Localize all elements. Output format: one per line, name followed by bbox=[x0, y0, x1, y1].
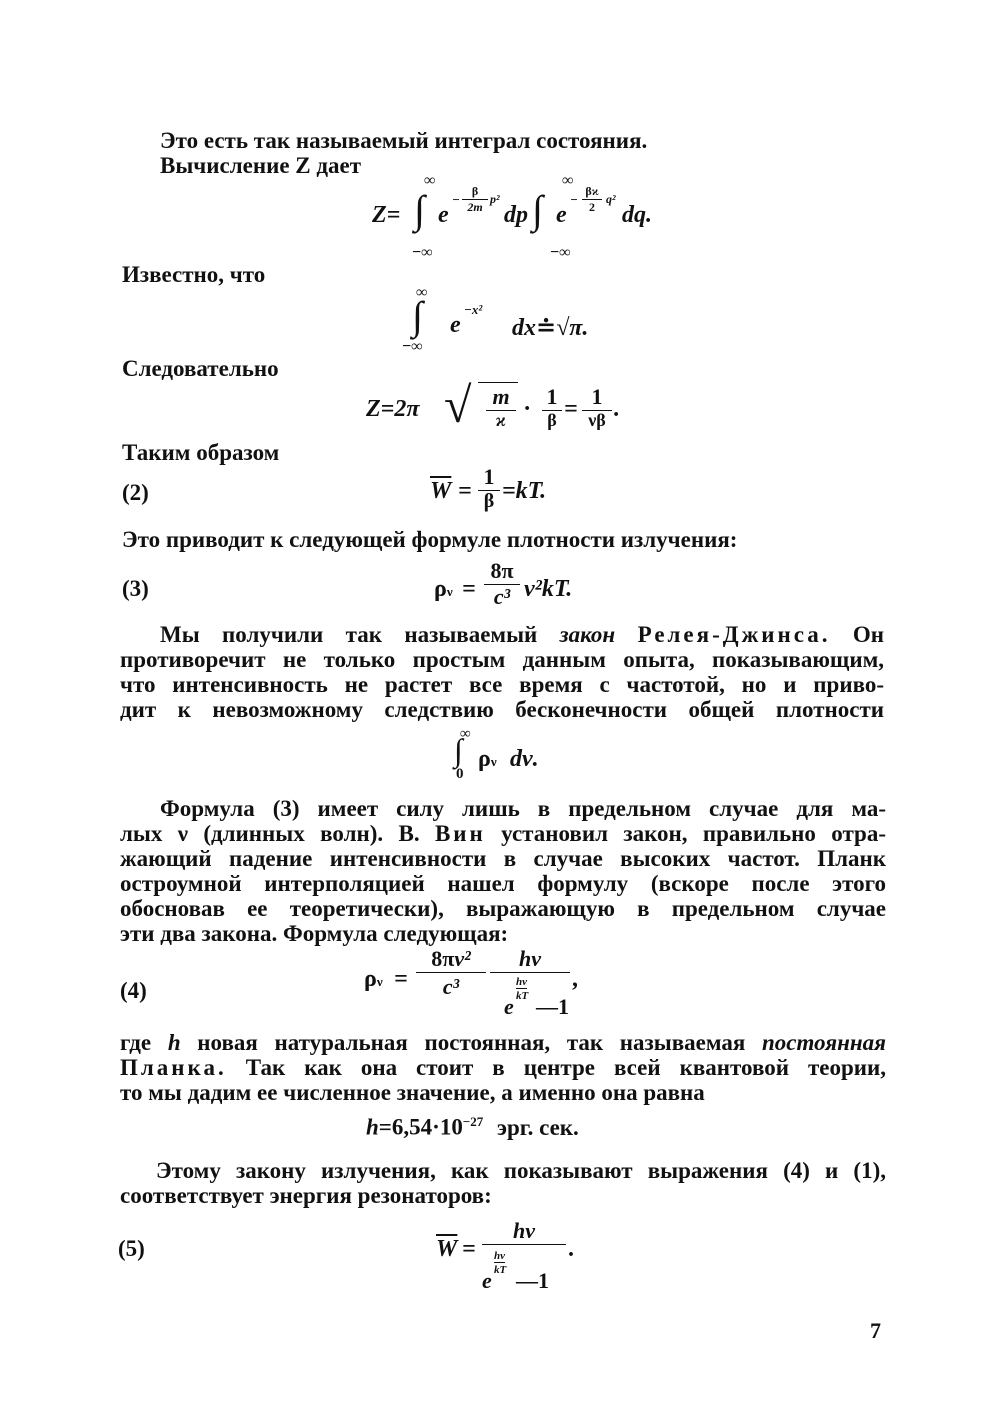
planck-value-unit: эрг. сек. bbox=[497, 1114, 579, 1140]
therefore-text: Следовательно bbox=[122, 356, 279, 381]
known-that-text: Известно, что bbox=[122, 262, 266, 287]
rj-line-2: противоречит не только простым данным опыта, показывающим, bbox=[120, 647, 884, 672]
planck-line-1-c: новая натуральная постоянная, так называемая bbox=[197, 1030, 746, 1055]
planck-constant-value bbox=[366, 1114, 579, 1141]
wien-line-5: обосновав ее теоретически), выражающую в предельном случае bbox=[120, 896, 886, 921]
planck-line-1-d: постоянная bbox=[761, 1030, 887, 1055]
rj-line-1-b: закон bbox=[559, 622, 616, 647]
paragraph-energy bbox=[120, 1158, 886, 1208]
wien-line-4: остроумной интерполяцией нашел формулу (вскоре после этого bbox=[120, 871, 886, 896]
paragraph-wien bbox=[120, 796, 886, 946]
wien-line-1: Формула (3) имеет силу лишь в предельном случае для ма- bbox=[160, 796, 886, 821]
wien-line-6: эти два закона. Формула следующая: bbox=[120, 921, 509, 946]
planck-line-1 bbox=[120, 1030, 886, 1055]
planck-line-3: то мы дадим ее численное значение, а именно она равна bbox=[120, 1080, 705, 1105]
rj-line-1 bbox=[120, 622, 884, 647]
wien-line-2-b: Вин bbox=[434, 821, 486, 846]
wien-line-2-c: установил закон, правильно отра- bbox=[501, 821, 887, 846]
paragraph-planck-constant bbox=[120, 1030, 886, 1105]
planck-line-2-b: Так как она стоит в центре всей квантовой теории, bbox=[245, 1055, 886, 1080]
equation-label-5: (5) bbox=[118, 1236, 145, 1261]
equation-label-3: (3) bbox=[122, 576, 149, 601]
rj-line-3: что интенсивность не растет все время с частотой, но и приво- bbox=[120, 672, 884, 697]
planck-value-h: h bbox=[366, 1114, 379, 1140]
planck-line-1-b: h bbox=[167, 1030, 181, 1055]
planck-line-2 bbox=[120, 1055, 886, 1080]
energy-line-2: соответствует энергия резонаторов: bbox=[120, 1183, 492, 1208]
intro-line-2: Вычисление Z дает bbox=[160, 153, 362, 178]
page-number: 7 bbox=[870, 1318, 881, 1343]
equation-label-4: (4) bbox=[120, 978, 147, 1003]
planck-value-eq: =6,54·10 bbox=[378, 1114, 463, 1140]
wien-line-2 bbox=[120, 821, 886, 846]
planck-line-1-a: где bbox=[120, 1030, 152, 1055]
rj-line-1-c: Релея-Джинса. bbox=[637, 622, 831, 647]
rj-line-1-d: Он bbox=[852, 622, 885, 647]
leads-to-text: Это приводит к следующей формуле плотности излучения: bbox=[122, 527, 738, 552]
energy-line-1: Этому закону излучения, как показывают выражения (4) и (1), bbox=[156, 1158, 886, 1183]
planck-value-exp: −27 bbox=[462, 1114, 484, 1129]
rj-line-1-a: Мы получили так называемый bbox=[160, 622, 538, 647]
paragraph-rayleigh-jeans bbox=[120, 622, 884, 722]
rj-line-4: дит к невозможному следствию бесконечности общей плотности bbox=[120, 697, 884, 722]
intro-line-1: Это есть так называемый интеграл состояния. bbox=[160, 128, 648, 153]
wien-line-2-a: лых ν (длинных волн). В. bbox=[120, 821, 420, 846]
wien-line-3: жающий падение интенсивности в случае высоких частот. Планк bbox=[120, 846, 886, 871]
thus-text: Таким образом bbox=[122, 440, 280, 465]
equation-label-2: (2) bbox=[122, 480, 149, 505]
planck-line-2-a: Планка. bbox=[120, 1055, 227, 1080]
